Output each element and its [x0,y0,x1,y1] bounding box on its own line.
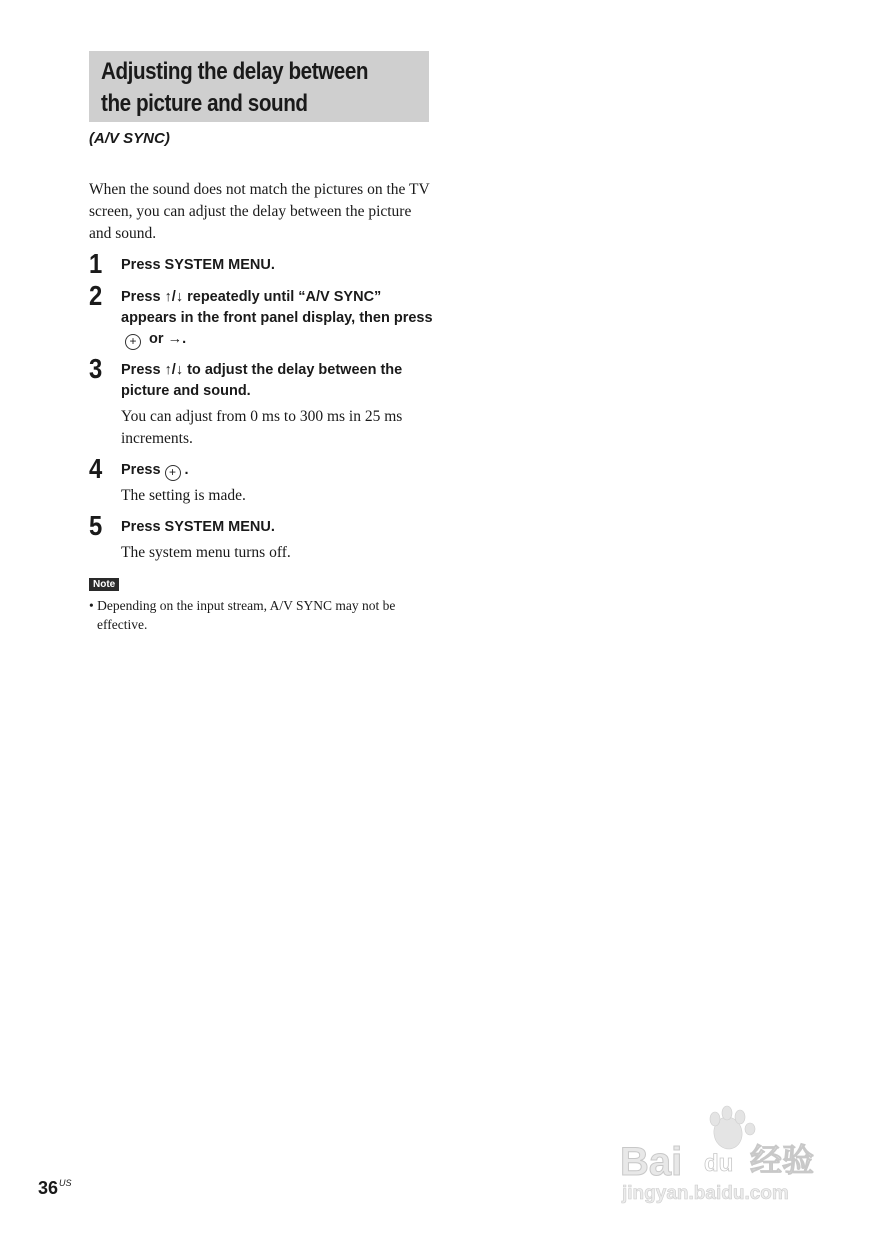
section-title-line-2: the picture and sound [101,90,308,117]
step-detail: The setting is made. [121,487,246,504]
enter-button-icon: + [125,334,141,350]
step-instruction: Press + . [121,462,189,479]
note-text: • Depending on the input stream, A/V SYNC may not be effective. [89,598,396,632]
watermark-brand-du: du [704,1150,734,1177]
watermark-brand: Bai [620,1140,683,1184]
step-instruction: Press ↑/↓ repeatedly until “A/V SYNC” appears in the front panel display, then press+ or →. [121,289,433,348]
section-title-line-1: Adjusting the delay between [101,58,369,85]
step-number: 2 [89,280,103,311]
step-3 [89,353,434,450]
intro-paragraph: When the sound does not match the pictures on the TV screen, you can adjust the delay between the picture and sound. [89,181,430,242]
watermark-cn: 经验 [750,1141,815,1179]
step-2 [89,280,434,350]
step-1 [89,248,434,279]
step-number: 4 [89,453,103,484]
baidu-watermark [620,1105,830,1205]
step-detail: The system menu turns off. [121,544,291,561]
step-instruction: Press ↑/↓ to adjust the delay between the picture and sound. [121,362,403,399]
right-arrow-icon: → [167,331,183,347]
section-title-box [89,51,429,122]
step-number: 3 [89,353,103,384]
up-down-arrow-icon: ↑/↓ [164,362,184,378]
up-down-arrow-icon: ↑/↓ [164,289,184,305]
step-instruction: Press SYSTEM MENU. [121,519,275,535]
step-5 [89,510,434,564]
step-number: 1 [89,248,103,279]
step-detail: You can adjust from 0 ms to 300 ms in 25 ms increments. [121,408,403,447]
enter-button-icon: + [165,465,181,481]
step-number: 5 [89,510,103,541]
watermark-url: jingyan.baidu.com [622,1183,789,1204]
step-4 [89,453,434,507]
step-instruction: Press SYSTEM MENU. [121,257,275,273]
section-title [101,56,376,120]
section-subtitle: (A/V SYNC) [89,130,170,147]
note-label: Note [89,578,119,591]
page-number: $36^{US}$ [38,1178,72,1198]
page-suffix: US [59,1178,72,1188]
